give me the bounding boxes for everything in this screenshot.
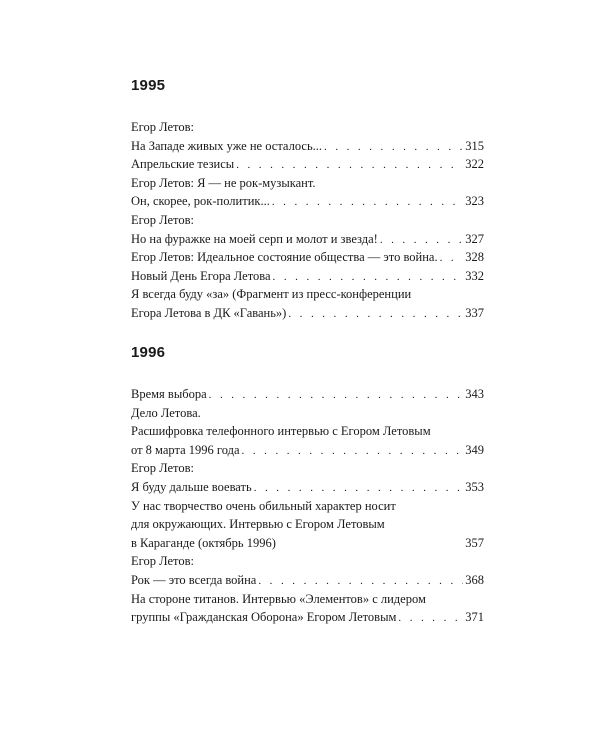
- toc-entry[interactable]: [131, 552, 484, 589]
- toc-entry-title: Я буду дальше воевать: [131, 479, 252, 494]
- dot-leader: [324, 138, 463, 157]
- dot-leader: [288, 305, 463, 324]
- toc-entry-title: от 8 марта 1996 года: [131, 442, 240, 457]
- toc-entry-line: [131, 304, 484, 323]
- page-number: 327: [465, 231, 484, 246]
- dot-leader: [242, 442, 464, 461]
- toc-entry[interactable]: [131, 590, 484, 627]
- section-year-heading: 1996: [131, 344, 166, 361]
- page-number: 315: [465, 138, 484, 153]
- page-number: 353: [465, 479, 484, 494]
- toc-entry-line: [131, 459, 484, 478]
- toc-entry-line: [131, 192, 484, 211]
- toc-entry-title: Егора Летова в ДК «Гавань»): [131, 305, 287, 320]
- dot-leader: [273, 268, 464, 287]
- toc-entry[interactable]: [131, 285, 484, 322]
- toc-entry-line: [131, 497, 484, 516]
- dot-leader: [380, 231, 463, 250]
- toc-entry-title: Время выбора: [131, 387, 207, 401]
- toc-entry-line: [131, 608, 484, 627]
- section-entries: [131, 118, 484, 323]
- toc-entry-line: [131, 211, 484, 230]
- section-1995: [131, 77, 484, 323]
- toc-entry-line: [131, 552, 484, 571]
- page-number: 328: [465, 250, 484, 265]
- toc-entry-line: [131, 404, 484, 423]
- toc-entry-line: [131, 174, 484, 193]
- toc-entry-title: Рок — это всегда война: [131, 572, 257, 587]
- toc-entry-line: [131, 441, 484, 460]
- toc-entry-line: [131, 590, 484, 609]
- toc-entry[interactable]: [131, 118, 484, 155]
- toc-entry-title: Егор Летов:: [131, 212, 194, 227]
- toc-entry-line: [131, 571, 484, 590]
- toc-entry-title: Расшифровка телефонного интервью с Егором Летовым: [131, 424, 431, 439]
- toc-entry-title: в Караганде (октябрь 1996): [131, 535, 276, 550]
- toc-entry-title: Егор Летов:: [131, 120, 194, 134]
- toc-entry[interactable]: [131, 459, 484, 496]
- toc-entry[interactable]: [131, 248, 484, 267]
- toc-entry[interactable]: [131, 174, 484, 211]
- dot-leader: [209, 386, 464, 405]
- dot-leader: [272, 193, 463, 212]
- toc-entry-title: для окружающих. Интервью с Егором Летовым: [131, 517, 385, 532]
- section-entries: [131, 385, 484, 627]
- toc-entry[interactable]: [131, 155, 484, 174]
- page-number: 323: [465, 194, 484, 209]
- page-number: 349: [465, 442, 484, 457]
- toc-entry[interactable]: [131, 267, 484, 286]
- toc-entry-title: Я всегда буду «за» (Фрагмент из пресс-конференции: [131, 287, 412, 302]
- toc-entry[interactable]: [131, 404, 484, 460]
- toc-entry[interactable]: [131, 211, 484, 248]
- toc-entry-title: Егор Летов:: [131, 554, 194, 569]
- toc-entry-line: [131, 385, 484, 404]
- toc-entry-line: [131, 267, 484, 286]
- page-number: 371: [465, 610, 484, 625]
- toc-entry-title: Дело Летова.: [131, 405, 201, 420]
- toc-entry-title: группы «Гражданская Оборона» Егором Летовым: [131, 610, 397, 625]
- toc-entry-line: [131, 422, 484, 441]
- dot-leader: [398, 609, 463, 628]
- toc-entry-title: На Западе живых уже не осталось...: [131, 138, 323, 153]
- toc-entry-line: [131, 137, 484, 156]
- dot-leader: [236, 156, 463, 175]
- toc-entry-title: Апрельские тезисы: [131, 157, 235, 172]
- toc-entry-title: Но на фуражке на моей серп и молот и звезда!: [131, 231, 378, 246]
- page-number: 337: [465, 305, 484, 320]
- dot-leader: [258, 572, 463, 591]
- page-number: 368: [465, 572, 484, 587]
- toc-entry[interactable]: [131, 385, 484, 404]
- page-number: 332: [465, 268, 484, 283]
- toc-entry-line: [131, 534, 484, 553]
- toc-entry[interactable]: [131, 497, 484, 553]
- toc-entry-line: [131, 248, 484, 267]
- toc-entry-line: [131, 118, 484, 137]
- section-1996: [131, 344, 484, 627]
- toc-entry-title: На стороне титанов. Интервью «Элементов» с лидером: [131, 591, 426, 606]
- toc-entry-title: Егор Летов: Я — не рок-музыкант.: [131, 175, 316, 190]
- toc-entry-line: [131, 285, 484, 304]
- toc-entry-line: [131, 478, 484, 497]
- page-number: 357: [465, 535, 484, 550]
- toc-entry-line: [131, 515, 484, 534]
- toc-entry-title: У нас творчество очень обильный характер носит: [131, 498, 396, 513]
- dot-leader: [254, 479, 464, 498]
- page-number: 343: [465, 387, 484, 401]
- toc-entry-title: Он, скорее, рок-политик...: [131, 194, 270, 209]
- section-year-heading: 1995: [131, 77, 166, 94]
- toc-entry-title: Егор Летов:: [131, 461, 194, 476]
- toc-entry-title: Егор Летов: Идеальное состояние общества — это война.: [131, 250, 438, 265]
- dot-leader: [440, 249, 464, 268]
- toc-entry-line: [131, 230, 484, 249]
- page-number: 322: [465, 157, 484, 172]
- toc-entry-title: Новый День Егора Летова: [131, 268, 271, 283]
- toc-entry-line: [131, 155, 484, 174]
